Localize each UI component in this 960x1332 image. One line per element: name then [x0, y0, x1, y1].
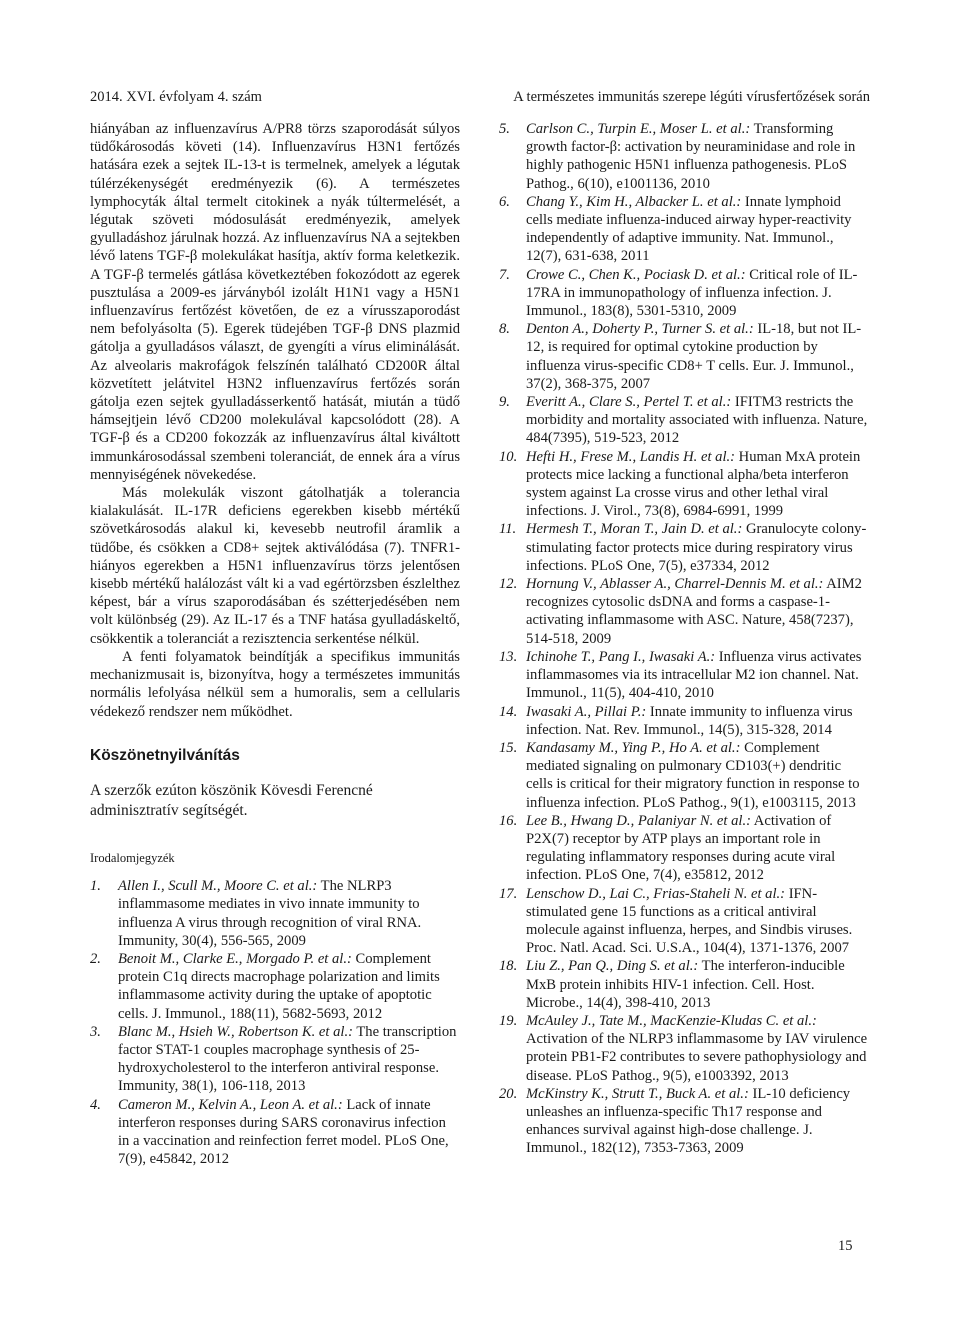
reference-item — [499, 448, 869, 521]
reference-authors: Carlson C., Turpin E., Moser L. et al.: — [526, 121, 751, 137]
reference-authors: Lee B., Hwang D., Palaniyar N. et al.: — [526, 812, 751, 829]
reference-authors: Hermesh T., Moran T., Jain D. et al.: — [526, 521, 743, 538]
reference-item — [90, 1023, 460, 1096]
reference-number: 5. — [499, 121, 510, 137]
article-running-title: A természetes immunitás szerepe légúti vírusfertőzések során — [513, 89, 870, 105]
reference-number: 17. — [499, 885, 518, 902]
body-paragraph: A fenti folyamatok beindítják a specifikus immunitás mechanizmusait is, bizonyítva, hogy a természetes immunitás normális lefolyása nélkül sem a humoralis, sem a cellularis védekező rendszer nem működhet. — [90, 648, 460, 720]
reference-text: The interferon-inducible MxB protein inhibits HIV-1 infection. Cell. Host. Microbe., 14(4), 398-410, 2013 — [526, 958, 845, 1011]
reference-number: 9. — [499, 394, 510, 411]
reference-text: Complement mediated signaling on pulmonary CD103(+) dendritic cells is critical for their migratory function in response to influenza infection. PLoS Pathog., 9(1), e1003115, 2013 — [526, 739, 860, 811]
acknowledgement-heading: Köszönetnyilvánítás — [90, 746, 240, 764]
reference-authors: Benoit M., Clarke E., Morgado P. et al.: — [118, 950, 352, 967]
right-column — [499, 120, 869, 1158]
reference-number: 12. — [499, 576, 518, 593]
reference-item — [499, 393, 869, 448]
reference-item — [499, 885, 869, 958]
reference-text: Innate immunity to influenza virus infection. Nat. Rev. Immunol., 14(5), 315-328, 2014 — [526, 703, 853, 738]
body-paragraph: hiányában az influenzavírus A/PR8 törzs szaporodását súlyos tüdőkárosodás követi (14). Influenzavírus H3N1 fertőzés hatására ezek a sejtek IL-13-t is termelnek, amelyek a légutak túlérzékenységét eredményezik (6). A természetes lymphocyták által termelt citokinek a nyák túltermelését, a légutak szöveti módosulását eredményezik, amelyek gyulladáshoz járulnak hozzá. Az influenzavírus NA a sejtekben lévő latens TGF-β molekulákat hasítja, aktív forma keletkezik. A TGF-β termelés gátlása következtében fokozódott az egerek pusztulása a 2009-es járványból izolált H1N1 vagy a H5N1 influenzavírus fertőzést követően, de ez a vírusszaporodást nem befolyásolta (5). Egerek tüdejében TGF-β DNS plazmid gátolja a gyulladásos választ, de gyengíti a vírus eliminálását. Az alveolaris makrofágok felszínén található CD200R által közvetített jelátvitel H3N2 influenzavírus fertőzés során gátolja ezen sejtek gyulladásserkentő hatását, miután a tüdő hámsejtjein lévő CD200 molekulával kapcsolódott (28). A TGF-β és a CD200 fokozzák az influenzavírus által kiváltott immunkárosodással szembeni toleranciát, de ennek ára a vírus mennyiségének növekedése. — [90, 121, 460, 483]
page-number: 15 — [838, 1238, 853, 1254]
reference-text: Transforming growth factor-β: activation by neuraminidase and role in highly pathogenic H5N1 influenza pathogenesis. PLoS Pathog., 6(10), e1001136, 2010 — [526, 121, 856, 192]
reference-text: IFITM3 restricts the morbidity and mortality associated with influenza. Nature, 484(7395), 519-523, 2012 — [526, 394, 868, 447]
reference-authors: Hefti H., Frese M., Landis H. et al.: — [526, 448, 736, 465]
reference-number: 18. — [499, 958, 518, 975]
journal-issue: 2014. XVI. évfolyam 4. szám — [90, 89, 262, 105]
reference-item — [499, 957, 869, 1012]
reference-number: 19. — [499, 1012, 518, 1029]
reference-text: Influenza virus activates inflammasomes via its intracellular M2 ion channel. Nat. Immunol., 11(5), 404-410, 2010 — [526, 648, 862, 702]
reference-authors: Blanc M., Hsieh W., Robertson K. et al.: — [118, 1023, 353, 1040]
reference-text: The transcription factor STAT-1 couples macrophage synthesis of 25-hydroxycholesterol to the interferon antiviral response. Immunity, 38(1), 106-118, 2013 — [118, 1023, 457, 1095]
reference-item — [499, 520, 869, 575]
references-heading: Irodalomjegyzék — [90, 850, 175, 865]
reference-number: 7. — [499, 266, 510, 283]
reference-number: 2. — [90, 950, 101, 967]
reference-number: 11. — [499, 521, 517, 538]
reference-item — [499, 648, 869, 703]
reference-authors: Lenschow D., Lai C., Frias-Staheli N. et al.: — [526, 885, 786, 902]
reference-text: Human MxA protein protects mice lacking a functional alpha/beta interferon system against La crosse virus and other lethal viral infections. J. Virol., 73(8), 6984-6991, 1999 — [526, 448, 861, 520]
reference-number: 10. — [499, 448, 518, 465]
acknowledgement-text: A szerzők ezúton köszönik Kövesdi Ferencné adminisztratív segítségét. — [90, 781, 373, 819]
reference-text: Critical role of IL-17RA in immunopathology of influenza infection. J. Immunol., 183(8), 5301-5310, 2009 — [526, 266, 858, 320]
reference-item — [499, 266, 869, 321]
reference-number: 1. — [90, 878, 101, 895]
reference-authors: Iwasaki A., Pillai P.: — [526, 703, 647, 720]
reference-authors: Allen I., Scull M., Moore C. et al.: — [118, 878, 318, 895]
reference-text: Granulocyte colony-stimulating factor protects mice during respiratory virus infections. PLoS One, 7(5), e37334, 2012 — [526, 521, 867, 574]
reference-number: 14. — [499, 703, 518, 720]
reference-text: IFN-stimulated gene 15 functions as a critical antiviral molecule against influenza, herpes, and Sindbis viruses. Proc. Natl. Acad. Sci. U.S.A., 104(4), 1371-1376, 2007 — [526, 885, 853, 957]
reference-item — [499, 1085, 869, 1158]
reference-authors: Denton A., Doherty P., Turner S. et al.: — [526, 321, 754, 338]
reference-authors: Ichinohe T., Pang I., Iwasaki A.: — [526, 648, 716, 665]
reference-item — [499, 575, 869, 648]
reference-item — [90, 877, 460, 950]
reference-authors: Everitt A., Clare S., Pertel T. et al.: — [526, 394, 732, 411]
reference-text: Activation of the NLRP3 inflammasome by IAV virulence protein PB1-F2 contributes to severe pathophysiology and disease. PLoS Pathog., 9(5), e1003392, 2013 — [526, 1031, 868, 1084]
reference-authors: Cameron M., Kelvin A., Leon A. et al.: — [118, 1096, 343, 1113]
reference-text: Complement protein C1q directs macrophage polarization and limits inflammasome activity during the uptake of apoptotic cells. J. Immunol., 188(11), 5682-5693, 2012 — [118, 950, 440, 1022]
reference-item — [499, 703, 869, 739]
reference-text: AIM2 recognizes cytosolic dsDNA and forms a caspase-1-activating inflammasome with ASC. Nature, 458(7237), 514-518, 2009 — [526, 576, 862, 647]
reference-number: 13. — [499, 648, 518, 665]
running-header — [90, 89, 870, 111]
reference-authors: Liu Z., Pan Q., Ding S. et al.: — [526, 958, 699, 975]
reference-authors: Hornung V., Ablasser A., Charrel-Dennis M. et al.: — [526, 576, 824, 593]
reference-number: 4. — [90, 1096, 101, 1113]
reference-authors: McKinstry K., Strutt T., Buck A. et al.: — [526, 1085, 749, 1102]
reference-item — [499, 812, 869, 885]
reference-number: 6. — [499, 193, 510, 210]
reference-item — [499, 320, 869, 393]
reference-item — [499, 1012, 869, 1085]
reference-text: IL-10 deficiency unleashes an influenza-specific Th17 response and enhances survival against high-dose challenge. J. Immunol., 182(12), 7353-7363, 2009 — [526, 1085, 851, 1157]
reference-text: Activation of P2X(7) receptor by ATP plays an important role in regulating inflammatory responses during acute viral infection. PLoS One, 7(4), e35812, 2012 — [526, 812, 836, 884]
reference-item — [90, 1096, 460, 1169]
reference-number: 8. — [499, 321, 510, 338]
reference-number: 16. — [499, 812, 518, 829]
reference-item — [499, 120, 869, 193]
reference-item — [499, 193, 869, 266]
reference-number: 20. — [499, 1085, 518, 1102]
reference-authors: Kandasamy M., Ying P., Ho A. et al.: — [526, 739, 741, 756]
reference-text: IL-18, but not IL-12, is required for optimal cytokine production by influenza virus-specific CD8+ T cells. Eur. J. Immunol., 37(2), 368-375, 2007 — [526, 321, 862, 392]
reference-authors: McAuley J., Tate M., MacKenzie-Kludas C. et al.: — [526, 1012, 817, 1029]
reference-text: The NLRP3 inflammasome mediates in vivo innate immunity to influenza A virus through recognition of viral RNA. Immunity, 30(4), 556-565, 2009 — [118, 878, 422, 949]
reference-list-right — [499, 120, 869, 1158]
reference-list-left — [90, 877, 460, 1168]
body-paragraph: Más molekulák viszont gátolhatják a tolerancia kialakulását. IL-17R deficiens egerekben kisebb mértékű szövetkárosodás alakul ki, kevesebb neutrofil áramlik a tüdőbe, és csökken a CD8+ sejtek aktiválódása (7). TNFR1-hiányos egerekben a H5N1 influenzavírus törzs jelentősen kisebb mértékű halálozást vált ki a vad egértörzsben észlelthez képest, bár a vírus szaporodásában és szétterjedésében nem volt különbség (29). Az IL-17 és a TNF hatása gyulladáskeltő, csökkentik a toleranciát a rezisztencia serkentése nélkül. — [90, 485, 460, 647]
reference-authors: Crowe C., Chen K., Pociask D. et al.: — [526, 266, 746, 283]
reference-number: 15. — [499, 739, 518, 756]
left-column — [90, 120, 460, 1168]
reference-text: Lack of innate interferon responses during SARS coronavirus infection in a vaccination and reinfection ferret model. PLoS One, 7(9), e45842, 2012 — [118, 1096, 449, 1168]
reference-authors: Chang Y., Kim H., Albacker L. et al.: — [526, 193, 742, 210]
reference-item — [90, 950, 460, 1023]
reference-item — [499, 739, 869, 812]
reference-text: Innate lymphoid cells mediate influenza-induced airway hyper-reactivity independently of adaptive immunity. Nat. Immunol., 12(7), 631-638, 2011 — [526, 193, 852, 265]
reference-number: 3. — [90, 1023, 101, 1040]
